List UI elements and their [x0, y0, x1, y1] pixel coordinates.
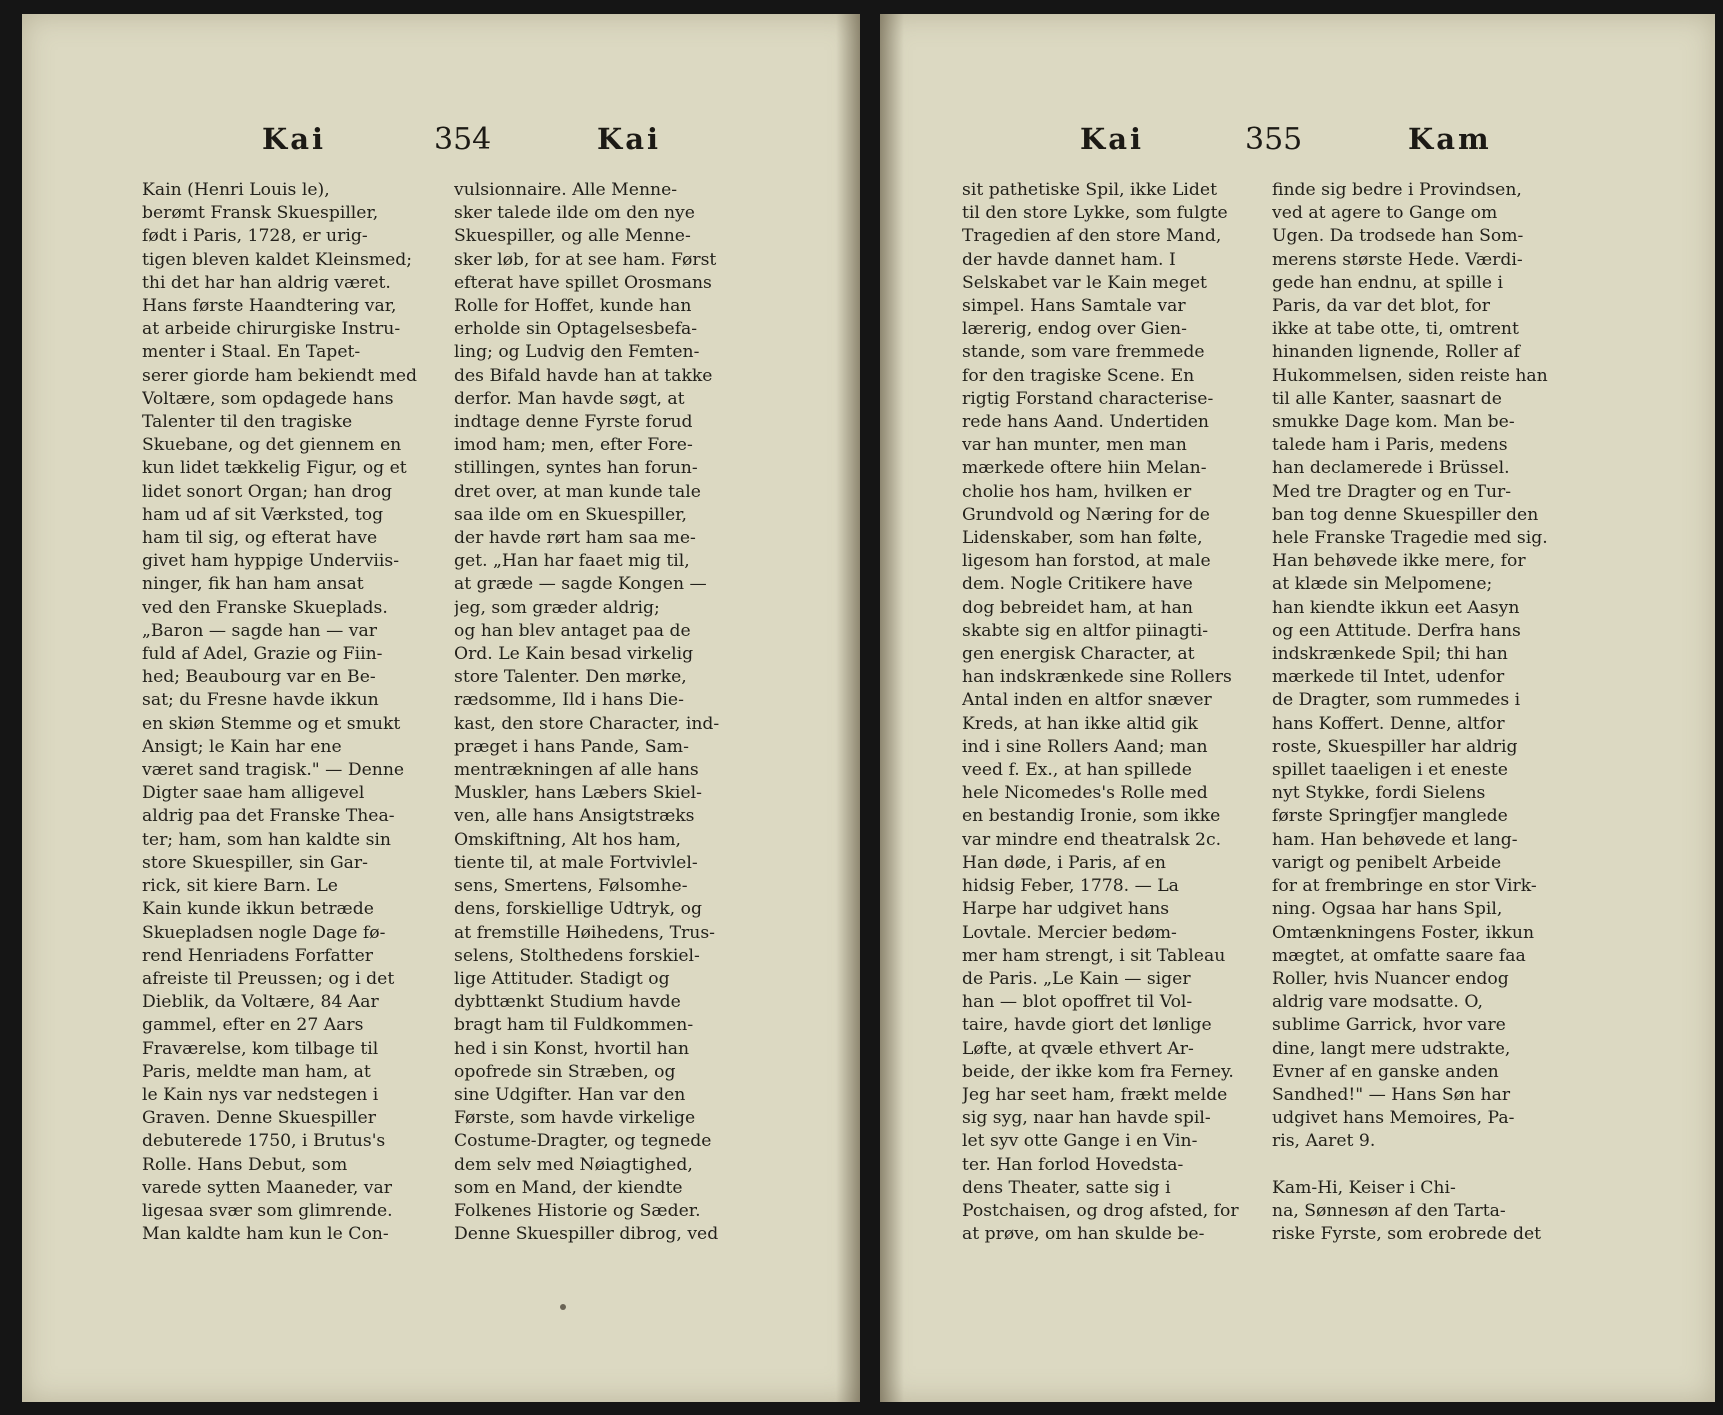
text-line: for at frembringe en stor Virk-: [1272, 876, 1537, 897]
text-line: ban tog denne Skuespiller den: [1272, 504, 1539, 525]
text-line: talede ham i Paris, medens: [1272, 435, 1508, 456]
text-line: simpel. Hans Samtale var: [962, 296, 1186, 317]
right-page-number: 355: [1245, 122, 1303, 157]
text-line: Harpe har udgivet hans: [962, 899, 1170, 920]
text-line: rigtig Forstand characterise-: [962, 388, 1214, 409]
text-line: ris, Aaret 9.: [1272, 1131, 1376, 1152]
text-line: Lidenskaber, som han følte,: [962, 528, 1203, 549]
text-line: ning. Ogsaa har hans Spil,: [1272, 899, 1503, 920]
text-line: gammel, efter en 27 Aars: [142, 1015, 364, 1036]
text-line: og han blev antaget paa de: [454, 620, 691, 641]
text-line: hele Nicomedes's Rolle med: [962, 783, 1208, 804]
text-line: ved at agere to Gange om: [1272, 203, 1498, 224]
text-line: beide, der ikke kom fra Ferney.: [962, 1061, 1234, 1082]
text-line: Ansigt; le Kain har ene: [142, 736, 342, 757]
text-line: tigen bleven kaldet Kleinsmed;: [142, 249, 413, 270]
text-line: Omskiftning, Alt hos ham,: [454, 829, 682, 850]
text-line: Første, som havde virkelige: [454, 1108, 696, 1129]
right-page-gutter-shadow: [880, 14, 904, 1402]
text-line: ham. Han behøvede et lang-: [1272, 829, 1518, 850]
text-line: mentrækningen af alle hans: [454, 760, 699, 781]
text-line: tiente til, at male Fortvivlel-: [454, 852, 698, 873]
text-line: dine, langt mere udstrakte,: [1272, 1038, 1511, 1059]
text-line: smukke Dage kom. Man be-: [1272, 412, 1515, 433]
text-line: indskrænkede Spil; thi han: [1272, 644, 1508, 665]
text-line: indtage denne Fyrste forud: [454, 412, 693, 433]
right-page-column-2: [1272, 179, 1554, 1246]
text-line: taire, havde giort det lønlige: [962, 1015, 1212, 1036]
left-page: [22, 14, 860, 1402]
text-line: Evner af en ganske anden: [1272, 1061, 1499, 1082]
left-page-header: [22, 122, 860, 170]
left-page-column-2: [454, 179, 736, 1246]
text-line: spillet taaeligen i et eneste: [1272, 760, 1508, 781]
text-line: Lovtale. Mercier bedøm-: [962, 922, 1177, 943]
text-line: hele Franske Tragedie med sig.: [1272, 528, 1548, 549]
text-line: dret over, at man kunde tale: [454, 481, 701, 502]
text-line: hans Koffert. Denne, altfor: [1272, 713, 1505, 734]
text-line: sker talede ilde om den nye: [454, 203, 695, 224]
left-page-gutter-shadow: [836, 14, 860, 1402]
text-line: for den tragiske Scene. En: [962, 365, 1195, 386]
text-line: Hukommelsen, siden reiste han: [1272, 365, 1548, 386]
text-line: Roller, hvis Nuancer endog: [1272, 968, 1509, 989]
text-line: dog bebreidet ham, at han: [962, 597, 1193, 618]
text-line: ter; ham, som han kaldte sin: [142, 829, 391, 850]
text-line: Kain kunde ikkun betræde: [142, 899, 374, 920]
text-line: selens, Stolthedens forskiel-: [454, 945, 700, 966]
text-line: var han munter, men man: [962, 435, 1187, 456]
text-line: været sand tragisk." — Denne: [142, 760, 405, 781]
right-page-column-1: [962, 179, 1245, 1246]
text-line: nyt Stykke, fordi Sielens: [1272, 783, 1486, 804]
page-speck: [560, 1304, 566, 1310]
text-line: Selskabet var le Kain meget: [962, 272, 1207, 293]
text-line: der havde rørt ham saa me-: [454, 528, 696, 549]
text-line: Denne Skuespiller dibrog, ved: [454, 1224, 719, 1245]
text-line: kast, den store Character, ind-: [454, 713, 720, 734]
text-line: Med tre Dragter og en Tur-: [1272, 481, 1512, 502]
text-line: imod ham; men, efter Fore-: [454, 435, 693, 456]
text-line: Ord. Le Kain besad virkelig: [454, 644, 694, 665]
text-line: at prøve, om han skulde be-: [962, 1224, 1205, 1245]
text-line: afreiste til Preussen; og i det: [142, 968, 395, 989]
text-line: hidsig Feber, 1778. — La: [962, 876, 1179, 897]
text-line: Paris, meldte man ham, at: [142, 1061, 371, 1082]
text-line: fuld af Adel, Grazie og Fiin-: [142, 644, 383, 665]
text-line: sig syg, naar han havde spil-: [962, 1108, 1211, 1129]
text-line: cholie hos ham, hvilken er: [962, 481, 1192, 502]
text-line: Rolle. Hans Debut, som: [142, 1154, 348, 1175]
text-line: vulsionnaire. Alle Menne-: [454, 180, 678, 200]
text-line: Ugen. Da trodsede han Som-: [1272, 226, 1524, 247]
text-line: efterat have spillet Orosmans: [454, 272, 712, 293]
text-line: hed; Beaubourg var en Be-: [142, 667, 376, 688]
text-line: finde sig bedre i Provindsen,: [1272, 180, 1522, 200]
text-line: na, Sønnesøn af den Tarta-: [1272, 1200, 1506, 1221]
text-line: hed i sin Konst, hvortil han: [454, 1038, 690, 1059]
text-line: erholde sin Optagelsesbefa-: [454, 319, 698, 340]
text-line: rede hans Aand. Undertiden: [962, 412, 1209, 433]
text-line: aldrig paa det Franske Thea-: [142, 806, 395, 827]
text-line: Sandhed!" — Hans Søn har: [1272, 1084, 1511, 1105]
text-line: de Dragter, som rummedes i: [1272, 690, 1521, 711]
text-line: Hans første Haandtering var,: [142, 296, 397, 317]
right-page-headword-left: Kai: [1080, 122, 1145, 156]
text-line: kun lidet tækkelig Figur, og et: [142, 458, 407, 479]
text-line: let syv otte Gange i en Vin-: [962, 1131, 1198, 1152]
text-line: Dieblik, da Voltære, 84 Aar: [142, 992, 379, 1013]
text-line: opofrede sin Stræben, og: [454, 1061, 676, 1082]
text-line: mærkede oftere hiin Melan-: [962, 458, 1207, 479]
text-line: dens Theater, satte sig i: [962, 1177, 1171, 1198]
text-line: ven, alle hans Ansigtstræks: [454, 806, 695, 827]
text-line: Skuespiller, og alle Menne-: [454, 226, 691, 247]
text-line: Løfte, at qvæle ethvert Ar-: [962, 1038, 1194, 1059]
text-line: han indskrænkede sine Rollers: [962, 667, 1232, 688]
text-line: lige Attituder. Stadigt og: [454, 968, 670, 989]
text-line: saa ilde om en Skuespiller,: [454, 504, 687, 525]
text-line: skabte sig en altfor piinagti-: [962, 620, 1209, 641]
text-line: ham ud af sit Værksted, tog: [142, 504, 384, 525]
text-line: Digter saae ham alligevel: [142, 783, 365, 804]
text-line: at græde — sagde Kongen —: [454, 574, 707, 595]
text-line: ligesaa svær som glimrende.: [142, 1200, 393, 1221]
text-line: til alle Kanter, saasnart de: [1272, 388, 1502, 409]
text-line: Kreds, at han ikke altid gik: [962, 713, 1198, 734]
right-page: [880, 14, 1715, 1402]
text-line: Skuebane, og det giennem en: [142, 435, 402, 456]
text-line: Kam-Hi, Keiser i Chi-: [1272, 1177, 1456, 1198]
text-line: Postchaisen, og drog afsted, for: [962, 1200, 1239, 1221]
text-line: debuterede 1750, i Brutus's: [142, 1131, 386, 1152]
text-line: ter. Han forlod Hovedsta-: [962, 1154, 1184, 1175]
text-line: serer giorde ham bekiendt med: [142, 365, 418, 386]
text-line: en bestandig Ironie, som ikke: [962, 806, 1221, 827]
text-line: thi det har han aldrig været.: [142, 272, 391, 293]
text-line: mærkede til Intet, udenfor: [1272, 667, 1505, 688]
text-line: sine Udgifter. Han var den: [454, 1084, 686, 1105]
text-line: givet ham hyppige Underviis-: [142, 551, 400, 572]
right-page-headword-right: Kam: [1408, 122, 1492, 156]
text-line: Kain (Henri Louis le),: [142, 180, 330, 200]
left-page-number: 354: [434, 122, 492, 157]
text-line: udgivet hans Memoires, Pa-: [1272, 1108, 1515, 1129]
text-line: Grundvold og Næring for de: [962, 504, 1210, 525]
text-line: sit pathetiske Spil, ikke Lidet: [962, 180, 1218, 200]
text-line: første Springfjer manglede: [1272, 806, 1508, 827]
text-line: Han behøvede ikke mere, for: [1272, 551, 1526, 572]
text-line: Graven. Denne Skuespiller: [142, 1108, 376, 1129]
text-line: sker løb, for at see ham. Først: [454, 249, 717, 270]
entry-separator: [1272, 1154, 1554, 1177]
text-line: ved den Franske Skueplads.: [142, 597, 388, 618]
text-line: var mindre end theatralsk 2c.: [962, 829, 1222, 850]
text-line: han — blot opoffret til Vol-: [962, 992, 1193, 1013]
text-line: sublime Garrick, hvor vare: [1272, 1015, 1506, 1036]
text-line: at klæde sin Melpomene;: [1272, 574, 1493, 595]
text-line: menter i Staal. En Tapet-: [142, 342, 361, 363]
text-line: Folkenes Historie og Sæder.: [454, 1200, 701, 1221]
text-line: bragt ham til Fuldkommen-: [454, 1015, 694, 1036]
text-line: han declamerede i Brüssel.: [1272, 458, 1510, 479]
text-line: der havde dannet ham. I: [962, 249, 1176, 270]
text-line: varede sytten Maaneder, var: [142, 1177, 392, 1198]
text-line: dem. Nogle Critikere have: [962, 574, 1193, 595]
text-line: ninger, fik han ham ansat: [142, 574, 364, 595]
text-line: roste, Skuespiller har aldrig: [1272, 736, 1518, 757]
text-line: mer ham strengt, i sit Tableau: [962, 945, 1226, 966]
text-line: aldrig vare modsatte. O,: [1272, 992, 1483, 1013]
text-line: derfor. Man havde søgt, at: [454, 388, 685, 409]
text-line: varigt og penibelt Arbeide: [1272, 852, 1502, 873]
text-line: lærerig, endog over Gien-: [962, 319, 1187, 340]
text-line: dybttænkt Studium havde: [454, 992, 681, 1013]
text-line: riske Fyrste, som erobrede det: [1272, 1223, 1542, 1244]
text-line: Paris, da var det blot, for: [1272, 296, 1490, 317]
text-line: gen energisk Character, at: [962, 644, 1195, 665]
text-line: ind i sine Rollers Aand; man: [962, 736, 1208, 757]
text-line: de Paris. „Le Kain — siger: [962, 968, 1191, 989]
text-line: Muskler, hans Læbers Skiel-: [454, 783, 702, 804]
text-line: Tragedien af den store Mand,: [962, 226, 1222, 247]
text-line: og een Attitude. Derfra hans: [1272, 620, 1521, 641]
text-line: Man kaldte ham kun le Con-: [142, 1224, 389, 1245]
text-line: jeg, som græder aldrig;: [454, 597, 660, 618]
text-line: gede han endnu, at spille i: [1272, 272, 1504, 293]
text-line: Voltære, som opdagede hans: [142, 388, 394, 409]
text-line: at fremstille Høihedens, Trus-: [454, 922, 715, 943]
text-line: Han døde, i Paris, af en: [962, 852, 1166, 873]
text-line: store Talenter. Den mørke,: [454, 667, 687, 688]
text-line: veed f. Ex., at han spillede: [962, 760, 1192, 781]
text-line: Antal inden en altfor snæver: [962, 690, 1212, 711]
text-line: Rolle for Hoffet, kunde han: [454, 296, 692, 317]
text-line: le Kain nys var nedstegen i: [142, 1084, 379, 1105]
left-page-headword-left: Kai: [262, 122, 327, 156]
text-line: Fraværelse, kom tilbage til: [142, 1038, 379, 1059]
text-line: ham til sig, og efterat have: [142, 528, 378, 549]
text-line: til den store Lykke, som fulgte: [962, 203, 1228, 224]
text-line: stande, som vare fremmede: [962, 342, 1205, 363]
text-line: rend Henriadens Forfatter: [142, 945, 373, 966]
right-page-header: [880, 122, 1715, 170]
text-line: rick, sit kiere Barn. Le: [142, 876, 338, 897]
text-line: „Baron — sagde han — var: [142, 620, 377, 641]
text-line: Jeg har seet ham, frækt melde: [962, 1084, 1228, 1105]
text-line: som en Mand, der kiendte: [454, 1177, 683, 1198]
text-line: mægtet, at omfatte saare faa: [1272, 945, 1526, 966]
text-line: Omtænkningens Foster, ikkun: [1272, 922, 1535, 943]
text-line: en skiøn Stemme og et smukt: [142, 713, 401, 734]
text-line: sat; du Fresne havde ikkun: [142, 690, 379, 711]
text-line: født i Paris, 1728, er urig-: [142, 226, 368, 247]
text-line: store Skuespiller, sin Gar-: [142, 852, 368, 873]
text-line: Talenter til den tragiske: [142, 412, 353, 433]
text-line: Skuepladsen nogle Dage fø-: [142, 922, 386, 943]
left-page-headword-right: Kai: [597, 122, 662, 156]
text-line: dens, forskiellige Udtryk, og: [454, 899, 702, 920]
text-line: des Bifald havde han at takke: [454, 365, 713, 386]
text-line: han kiendte ikkun eet Aasyn: [1272, 597, 1520, 618]
text-line: Costume-Dragter, og tegnede: [454, 1131, 712, 1152]
text-line: ligesom han forstod, at male: [962, 551, 1211, 572]
text-line: berømt Fransk Skuespiller,: [142, 203, 379, 224]
text-line: hinanden lignende, Roller af: [1272, 342, 1520, 363]
text-line: ling; og Ludvig den Femten-: [454, 342, 700, 363]
text-line: sens, Smertens, Følsomhe-: [454, 876, 688, 897]
text-line: ikke at tabe otte, ti, omtrent: [1272, 319, 1519, 340]
text-line: præget i hans Pande, Sam-: [454, 736, 689, 757]
text-line: rædsomme, Ild i hans Die-: [454, 690, 684, 711]
text-line: at arbeide chirurgiske Instru-: [142, 319, 401, 340]
left-page-column-1: [142, 179, 424, 1246]
text-line: stillingen, syntes han forun-: [454, 458, 698, 479]
text-line: dem selv med Nøiagtighed,: [454, 1154, 693, 1175]
text-line: lidet sonort Organ; han drog: [142, 481, 393, 502]
text-line: get. „Han har faaet mig til,: [454, 551, 690, 572]
text-line: merens største Hede. Værdi-: [1272, 249, 1523, 270]
